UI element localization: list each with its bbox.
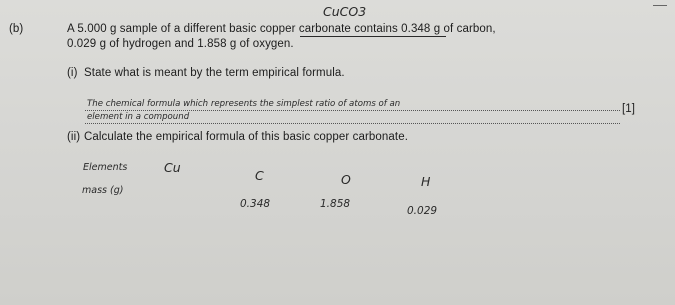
working-element-o: O	[341, 172, 351, 187]
sub-i-label: (i)	[67, 67, 78, 79]
part-label: (b)	[9, 23, 24, 35]
answer-line-1	[85, 110, 620, 111]
answer-i-line-2: element in a compound	[87, 112, 190, 122]
handwritten-underline	[300, 36, 446, 37]
answer-line-2	[85, 123, 620, 124]
answer-i-line-1: The chemical formula which represents the simplest ratio of atoms of an	[87, 99, 401, 109]
marks-i: [1]	[622, 103, 636, 115]
intro-line-2: 0.029 g of hydrogen and 1.858 g of oxygen.	[67, 38, 294, 50]
handwritten-formula: CuCO3	[323, 4, 367, 19]
working-mass-o: 1.858	[320, 198, 351, 210]
intro-line-1: A 5.000 g sample of a different basic copper carbonate contains 0.348 g of carbon,	[67, 23, 496, 35]
sub-ii-question: Calculate the empirical formula of this basic copper carbonate.	[84, 131, 408, 143]
working-mass-c: 0.348	[240, 198, 271, 210]
working-mass-h: 0.029	[407, 205, 438, 217]
working-element-cu: Cu	[164, 160, 181, 175]
page-corner-mark	[653, 0, 667, 6]
sub-i-question: State what is meant by the term empirical formula.	[84, 67, 345, 79]
working-element-c: C	[255, 168, 264, 183]
sub-ii-label: (ii)	[67, 131, 81, 143]
working-mass-label: mass (g)	[82, 185, 124, 196]
working-elements-label: Elements	[83, 162, 128, 173]
working-element-h: H	[421, 174, 431, 189]
